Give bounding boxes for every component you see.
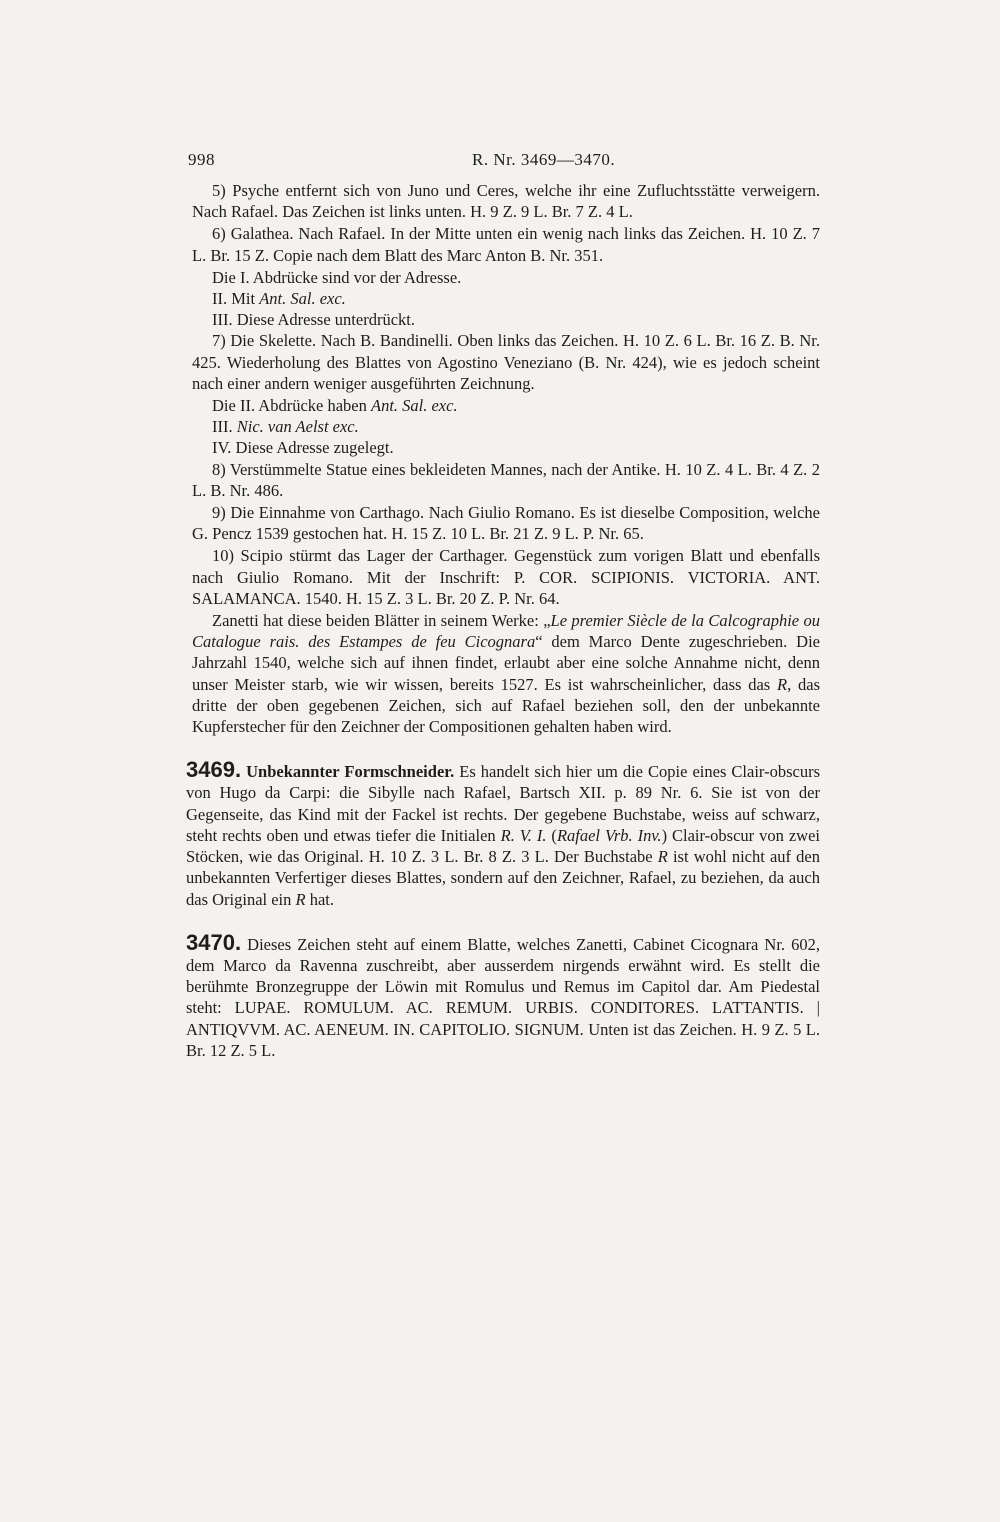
item-8: 8) Verstümmelte Statue eines bekleideten Mannes, nach der Antike. H. 10 Z. 4 L. Br. 4 Z. 2 L. B. Nr. 486. [192, 459, 820, 500]
item-6-state-2: II. Mit Ant. Sal. exc. [212, 289, 346, 309]
zanetti-note: Zanetti hat diese beiden Blätter in seinem Werke: „Le premier Siècle de la Calcographie ou Catalogue rais. des Estampes de feu Cicognara“ dem Marco Dente zugeschrieben. Die Jahrzahl 1540, welche sich auf ihnen findet, erlaubt aber eine solche Annahme nicht, denn unser Meister starb, wie wir wissen, bereits 1527. Es ist wahrscheinlicher, dass das R, das dritte der oben gegebenen Zeichen, sich auf Rafael beziehen soll, den der unbekannte Kupferstecher für den Zeichner der Compositionen gehalten haben wird. [192, 611, 821, 737]
item-6-state-3: III. Diese Adresse unterdrückt. [212, 310, 415, 330]
item-5: 5) Psyche entfernt sich von Juno und Ceres, welche ihr eine Zufluchtsstätte verweigern. Nach Rafael. Das Zeichen ist links unten. H. 9 Z. 9 L. Br. 7 Z. 4 L. [192, 181, 820, 222]
page-number: 998 [188, 150, 215, 169]
page-body [186, 180, 821, 1061]
item-7-state-2: Die II. Abdrücke haben Ant. Sal. exc. [212, 396, 458, 416]
entry-number: 3470. [186, 929, 242, 955]
item-6-state-1: Die I. Abdrücke sind vor der Adresse. [212, 267, 462, 287]
entry-3470: 3470. Dieses Zeichen steht auf einem Blatte, welches Zanetti, Cabinet Cicognara Nr. 602, dem Marco da Ravenna zuschreibt, aber ausserdem nirgends erwähnt wird. Es stellt die berühmte Bronzegruppe der Löwin mit Romulus und Remus im Capitol dar. Am Piedestal steht: LUPAE. ROMULUM. AC. REMUM. URBIS. CONDITORES. LATTANTIS. | ANTIQVVM. AC. AENEUM. IN. CAPITOLIO. SIGNUM. Unten ist das Zeichen. H. 9 Z. 5 L. Br. 12 Z. 5 L. [186, 929, 820, 1060]
entry-number: 3469. [186, 757, 242, 783]
page-header [188, 150, 820, 180]
item-7-state-3: III. Nic. van Aelst exc. [212, 417, 359, 437]
item-10: 10) Scipio stürmt das Lager der Carthager. Gegenstück zum vorigen Blatt und ebenfalls nach Giulio Romano. Mit der Inschrift: P. COR. SCIPIONIS. VICTORIA. ANT. SALAMANCA. 1540. H. 15 Z. 3 L. Br. 20 Z. P. Nr. 64. [192, 546, 820, 608]
entry-3469: 3469. Unbekannter Formschneider. Es handelt sich hier um die Copie eines Clair-obscurs von Hugo da Carpi: die Sibylle nach Rafael, Bartsch XII. p. 89 Nr. 6. Sie ist von der Gegenseite, das Kind mit der Fackel ist rechts. Der gegebene Buchstabe, weiss auf schwarz, steht rechts oben und etwas tiefer die Initialen R. V. I. (Rafael Vrb. Inv.) Clair-obscur von zwei Stöcken, wie das Original. H. 10 Z. 3 L. Br. 8 Z. 3 L. Der Buchstabe R ist wohl nicht auf den unbekannten Verfertiger dieses Blattes, sondern auf den Zeichner, Rafael, zu beziehen, da auch das Original ein R hat. [186, 757, 820, 909]
item-7-state-4: IV. Diese Adresse zugelegt. [212, 438, 394, 458]
item-9: 9) Die Einnahme von Carthago. Nach Giulio Romano. Es ist dieselbe Composition, welche G. Pencz 1539 gestochen hat. H. 15 Z. 10 L. Br. 21 Z. 9 L. P. Nr. 65. [192, 503, 820, 544]
item-6: 6) Galathea. Nach Rafael. In der Mitte unten ein wenig nach links das Zeichen. H. 10 Z. 7 L. Br. 15 Z. Copie nach dem Blatt des Marc Anton B. Nr. 351. [192, 224, 820, 265]
running-title: R. Nr. 3469—3470. [472, 150, 616, 169]
item-7: 7) Die Skelette. Nach B. Bandinelli. Oben links das Zeichen. H. 10 Z. 6 L. Br. 16 Z. B. Nr. 425. Wiederholung des Blattes von Agostino Veneziano (B. Nr. 424), wie es jedoch scheint nach einer andern weniger ausgeführten Zeichnung. [192, 331, 820, 393]
entry-heading: Unbekannter Formschneider. [246, 762, 455, 782]
